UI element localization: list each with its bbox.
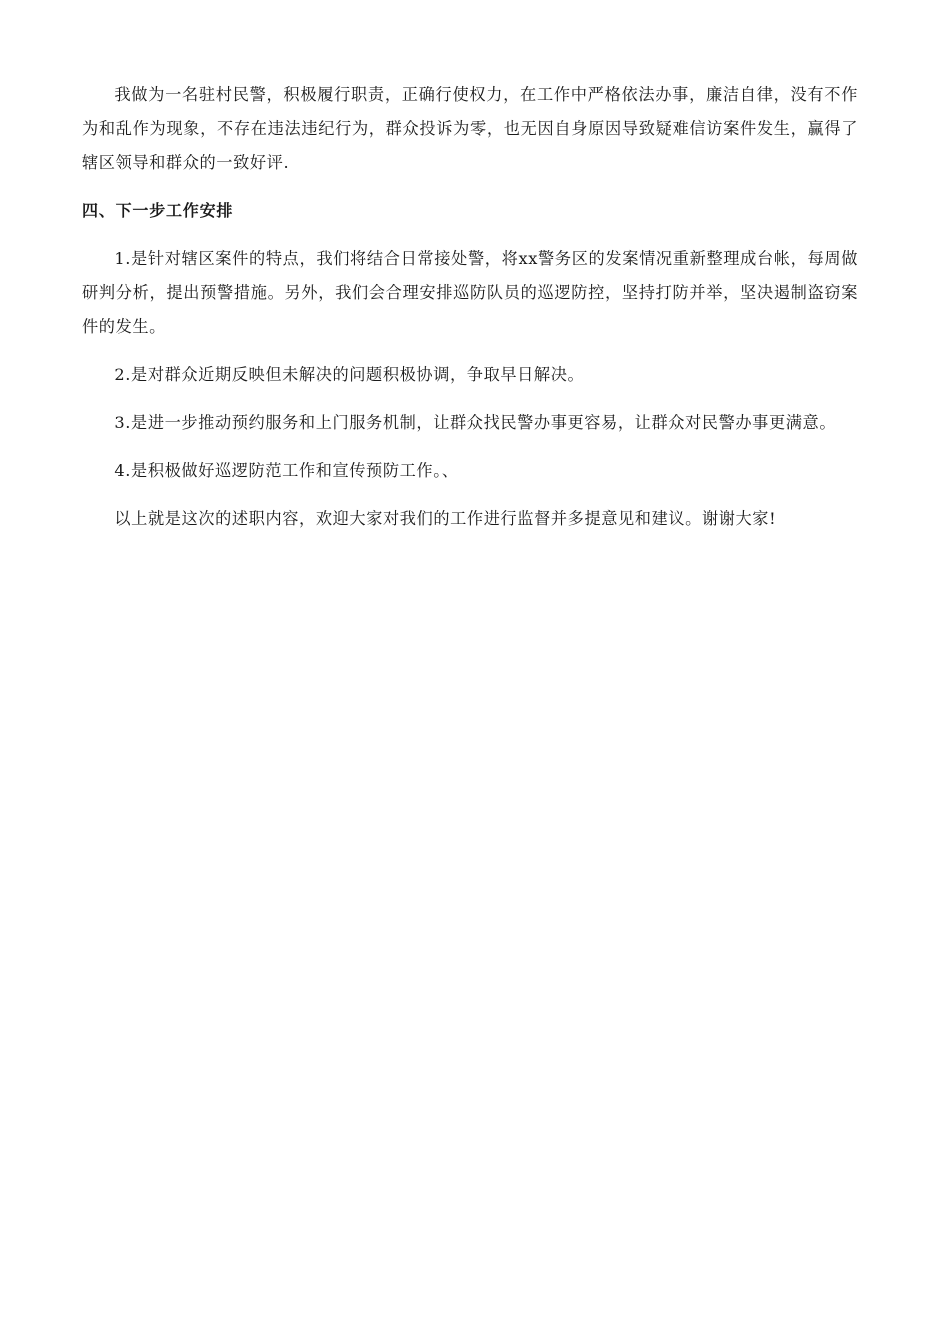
list-item: 1.是针对辖区案件的特点，我们将结合日常接处警，将xx警务区的发案情况重新整理成台帐，每周做研判分析，提出预警措施。另外，我们会合理安排巡防队员的巡逻防控，坚持打防并举，坚决遏制盗窃案件的发生。 <box>82 249 858 336</box>
document-body <box>82 78 858 550</box>
list-item: 2.是对群众近期反映但未解决的问题积极协调，争取早日解决。 <box>114 365 585 384</box>
section-heading: 四、下一步工作安排 <box>82 201 234 220</box>
list-item: 4.是积极做好巡逻防范工作和宣传预防工作。、 <box>114 461 459 480</box>
closing-paragraph: 以上就是这次的述职内容，欢迎大家对我们的工作进行监督并多提意见和建议。谢谢大家! <box>114 509 777 528</box>
list-item: 3.是进一步推动预约服务和上门服务机制，让群众找民警办事更容易，让群众对民警办事更满意。 <box>114 413 837 432</box>
intro-paragraph: 我做为一名驻村民警，积极履行职责，正确行使权力，在工作中严格依法办事，廉洁自律，没有不作为和乱作为现象，不存在违法违纪行为，群众投诉为零，也无因自身原因导致疑难信访案件发生，赢得了辖区领导和群众的一致好评. <box>82 85 858 172</box>
